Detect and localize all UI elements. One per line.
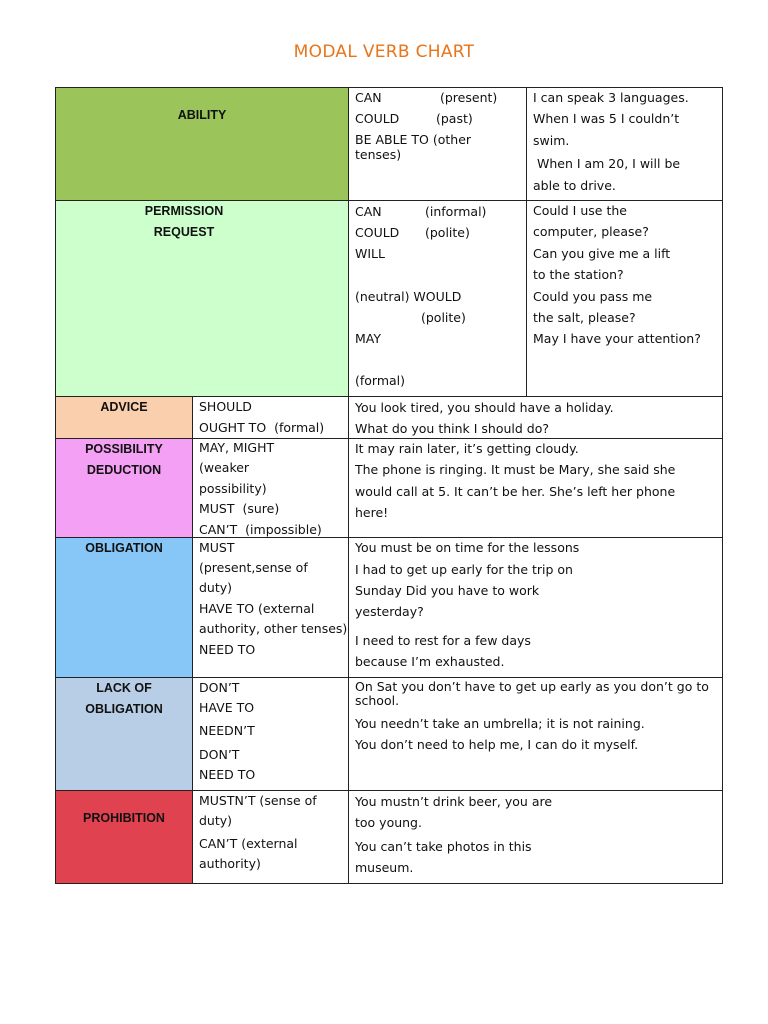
modal-line: (weaker: [199, 460, 250, 475]
category-label: POSSIBILITY: [85, 442, 163, 456]
example-line: I had to get up early for the trip on: [355, 562, 573, 577]
modal-line: NEED TO: [199, 642, 256, 657]
example-line: It may rain later, it’s getting cloudy.: [355, 441, 579, 456]
examples-ability: [526, 87, 723, 201]
example-line: to the station?: [533, 267, 624, 282]
modal-line: duty): [199, 580, 233, 595]
category-label: ABILITY: [177, 108, 227, 122]
example-line: Sunday Did you have to work: [355, 583, 540, 598]
example-line: You don’t need to help me, I can do it myself.: [355, 737, 639, 752]
modal-may: MAY: [355, 331, 382, 346]
example-line: because I’m exhausted.: [355, 654, 505, 669]
example-line: When I was 5 I couldn’t: [533, 111, 680, 126]
examples-permission: [526, 200, 723, 397]
example-line: Can you give me a lift: [533, 246, 671, 261]
modal-line: HAVE TO: [199, 700, 255, 715]
modal-line: DON’T: [199, 680, 240, 695]
modals-ability: [348, 87, 527, 201]
modal-line: (present,sense of: [199, 560, 308, 575]
modal-be-able-to-cont: tenses): [355, 147, 402, 162]
modal-line: HAVE TO (external: [199, 601, 315, 616]
modal-could: COULD: [355, 225, 400, 240]
example-line: I can speak 3 languages.: [533, 90, 689, 105]
modal-could-note: (polite): [425, 225, 470, 240]
page-title: MODAL VERB CHART: [293, 42, 475, 62]
example-line: here!: [355, 505, 389, 520]
example-line: On Sat you don’t have to get up early as you don’t go to school.: [355, 679, 709, 708]
example-line: You must be on time for the lessons: [355, 540, 580, 555]
modal-line: OUGHT TO (formal): [199, 420, 325, 435]
modal-line: MUSTN’T (sense of: [199, 793, 317, 808]
modal-line: MAY, MIGHT: [199, 440, 275, 455]
example-line: I need to rest for a few days: [355, 633, 531, 648]
example-line: You needn’t take an umbrella; it is not raining.: [355, 716, 645, 731]
modal-line: CAN’T (external: [199, 836, 298, 851]
modal-line: MUST (sure): [199, 501, 280, 516]
category-label: ADVICE: [100, 400, 148, 414]
modal-would: (neutral) WOULD: [355, 289, 462, 304]
modal-will: WILL: [355, 246, 385, 261]
modal-could: COULD: [355, 111, 400, 126]
examples-advice: [348, 396, 723, 439]
modals-possibility: [192, 438, 349, 538]
example-line: You look tired, you should have a holiday.: [355, 400, 614, 415]
modals-advice: [192, 396, 349, 439]
example-line: museum.: [355, 860, 414, 875]
modal-line: SHOULD: [199, 399, 252, 414]
modal-line: CAN’T (impossible): [199, 522, 322, 537]
example-line: May I have your attention?: [533, 331, 701, 346]
category-lack-of-obligation: [55, 677, 193, 791]
modal-can-note: (present): [440, 90, 498, 105]
modal-can-note: (informal): [425, 204, 487, 219]
example-line: You can’t take photos in this: [355, 839, 532, 854]
category-label: REQUEST: [153, 225, 215, 239]
modal-may-note: (formal): [355, 373, 406, 388]
example-line: swim.: [533, 133, 570, 148]
category-label: PROHIBITION: [83, 811, 165, 825]
example-line: too young.: [355, 815, 422, 830]
example-line: Could I use the: [533, 203, 627, 218]
category-ability: [55, 87, 349, 201]
examples-obligation: [348, 537, 723, 678]
modal-line: NEEDN’T: [199, 723, 255, 738]
modal-line: authority): [199, 856, 261, 871]
example-line: The phone is ringing. It must be Mary, she said she: [355, 462, 676, 477]
category-label: LACK OF: [96, 681, 152, 695]
modal-line: duty): [199, 813, 233, 828]
example-line: the salt, please?: [533, 310, 636, 325]
examples-prohibition: [348, 790, 723, 884]
example-line: able to drive.: [533, 178, 616, 193]
example-line: computer, please?: [533, 224, 649, 239]
example-line: would call at 5. It can’t be her. She’s left her phone: [355, 484, 676, 499]
modal-line: MUST: [199, 540, 235, 555]
modal-line: DON’T: [199, 747, 240, 762]
category-prohibition: [55, 790, 193, 884]
modal-can: CAN: [355, 90, 382, 105]
example-line: When I am 20, I will be: [533, 156, 681, 171]
modal-line: possibility): [199, 481, 267, 496]
category-obligation: [55, 537, 193, 678]
modal-would-note: (polite): [421, 310, 466, 325]
example-line: You mustn’t drink beer, you are: [355, 794, 553, 809]
example-line: yesterday?: [355, 604, 424, 619]
category-label: PERMISSION: [144, 204, 224, 218]
modals-permission: [348, 200, 527, 397]
modal-line: NEED TO: [199, 767, 256, 782]
modals-obligation: [192, 537, 349, 678]
examples-lack-of-obligation: [348, 677, 723, 791]
category-label: DEDUCTION: [86, 463, 162, 477]
modal-be-able-to: BE ABLE TO (other: [355, 132, 472, 147]
example-line: Could you pass me: [533, 289, 653, 304]
category-label: OBLIGATION: [85, 702, 163, 716]
example-line: What do you think I should do?: [355, 421, 550, 436]
category-possibility: [55, 438, 193, 538]
category-permission: [55, 200, 349, 397]
modal-could-note: (past): [436, 111, 473, 126]
category-label: OBLIGATION: [85, 541, 163, 555]
modal-line: authority, other tenses): [199, 621, 348, 636]
modal-can: CAN: [355, 204, 382, 219]
modals-prohibition: [192, 790, 349, 884]
modals-lack-of-obligation: [192, 677, 349, 791]
category-advice: [55, 396, 193, 439]
examples-possibility: [348, 438, 723, 538]
